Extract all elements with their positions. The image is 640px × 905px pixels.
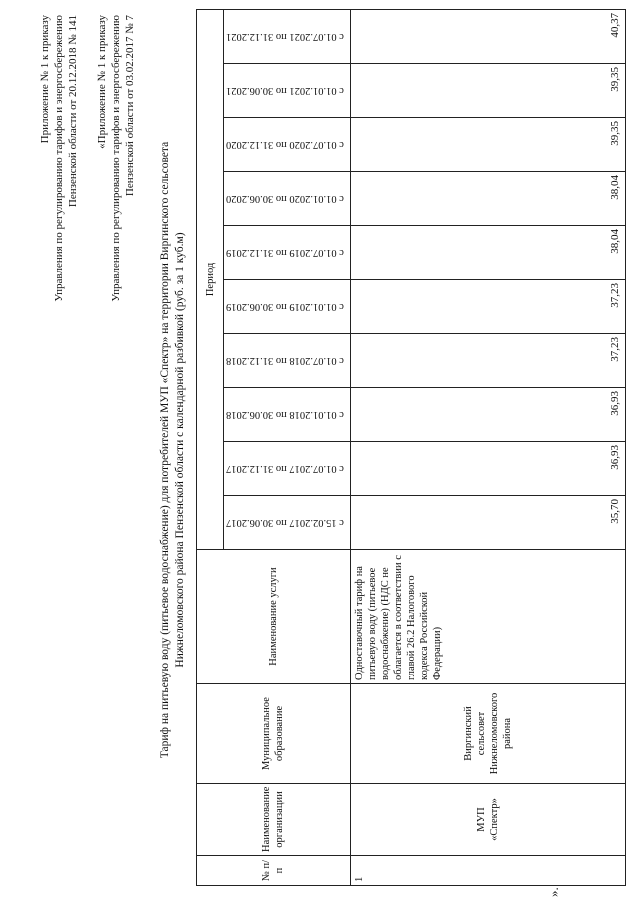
previous-appendix-line: Пензенской области от 03.02.2017 № 7 xyxy=(124,15,136,197)
header-municipality: Муниципальное образование xyxy=(197,684,351,784)
period-header: с 01.07.2020 по 31.12.2020 xyxy=(224,118,351,172)
period-header: с 01.01.2019 по 30.06.2019 xyxy=(224,280,351,334)
header-service: Наименование услуги xyxy=(197,550,351,684)
tariff-value: 38,04 xyxy=(350,226,625,280)
period-header: с 01.07.2018 по 31.12.2018 xyxy=(224,334,351,388)
row-municipality: Виргинский сельсовет Нижнеломовского района xyxy=(350,684,625,784)
tariff-value: 40,37 xyxy=(350,9,625,63)
title-line: Нижнеломовского района Пензенской области с календарной разбивкой (руб. за 1 куб.м) xyxy=(174,232,186,668)
tariff-table xyxy=(196,9,626,886)
row-number: 1 xyxy=(350,856,625,886)
period-header: с 01.01.2021 по 30.06.2021 xyxy=(224,64,351,118)
period-header: с 01.07.2021 по 31.12.2021 xyxy=(224,9,351,63)
header-number: № п/п xyxy=(197,856,351,886)
header-organization: Наименование организации xyxy=(197,784,351,856)
tariff-value: 36,93 xyxy=(350,388,625,442)
title-line: Тариф на питьевую воду (питьевое водоснабжение) для потребителей МУП «Спектр» на территории Виргинского сельсовета xyxy=(159,141,171,759)
tariff-value: 37,23 xyxy=(350,280,625,334)
appendix-line: Управления по регулированию тарифов и энергосбережению xyxy=(53,15,65,302)
period-header: с 01.07.2019 по 31.12.2019 xyxy=(224,226,351,280)
previous-appendix-header xyxy=(95,15,137,315)
previous-appendix-line: «Приложение № 1 к приказу xyxy=(96,15,108,149)
appendix-header xyxy=(38,15,80,315)
period-header: с 01.07.2017 по 31.12.2017 xyxy=(224,442,351,496)
tariff-value: 39,35 xyxy=(350,64,625,118)
period-header: с 15.02.2017 по 30.06.2017 xyxy=(224,496,351,550)
closing-quote: ». xyxy=(546,887,561,897)
header-period: Период xyxy=(197,9,224,549)
appendix-line: Пензенской области от 20.12.2018 № 141 xyxy=(67,15,79,208)
row-service: Одноставочный тариф на питьевую воду (питьевое водоснабжение) (НДС не облагается в соответствии с главой 26.2 Налогового кодекса Российской Федерации) xyxy=(350,550,625,684)
tariff-value: 39,35 xyxy=(350,118,625,172)
table-row xyxy=(350,9,625,885)
tariff-value: 35,70 xyxy=(350,496,625,550)
tariff-value: 37,23 xyxy=(350,334,625,388)
tariff-value: 38,04 xyxy=(350,172,625,226)
table-header-row xyxy=(197,9,224,885)
period-header: с 01.01.2020 по 30.06.2020 xyxy=(224,172,351,226)
tariff-value: 36,93 xyxy=(350,442,625,496)
row-organization: МУП «Спектр» xyxy=(350,784,625,856)
period-header: с 01.01.2018 по 30.06.2018 xyxy=(224,388,351,442)
document-title xyxy=(158,15,188,885)
previous-appendix-line: Управления по регулированию тарифов и энергосбережению xyxy=(110,15,122,302)
appendix-line: Приложение № 1 к приказу xyxy=(39,15,51,144)
